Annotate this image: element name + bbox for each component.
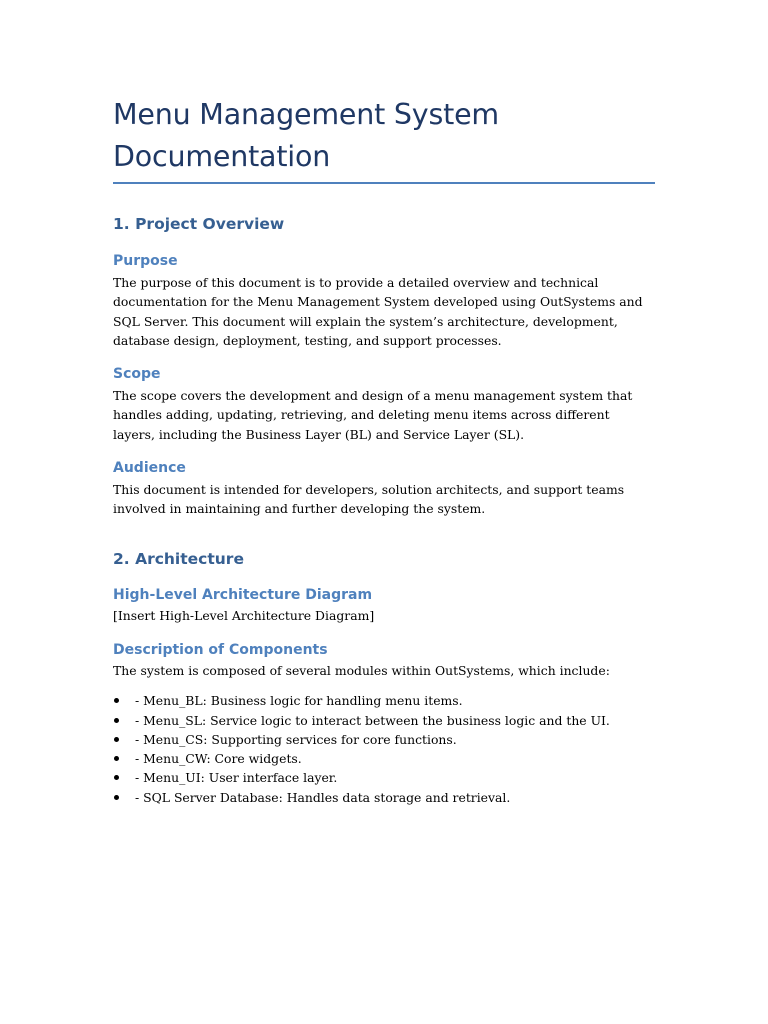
list-item-text: - Menu_CS: Supporting services for core functions. [135,731,457,747]
list-item [113,711,655,730]
list-item-text: - Menu_CW: Core widgets. [135,751,302,767]
bullet-icon [114,756,119,761]
subsection-heading-audience: Audience [113,460,186,477]
title-underline [113,182,655,184]
list-item [113,768,655,787]
document-page [113,94,655,807]
bullet-icon [114,737,119,742]
list-item-text: - Menu_SL: Service logic to interact between the business logic and the UI. [135,712,610,728]
list-item [113,730,655,749]
subsection-heading-components: Description of Components [113,641,328,658]
bullet-icon [114,795,119,800]
diagram-placeholder-text: [Insert High-Level Architecture Diagram] [113,607,375,623]
subsection-heading-architecture-diagram: High-Level Architecture Diagram [113,586,373,603]
purpose-paragraph: The purpose of this document is to provide a detailed overview and technical documentation for the Menu Management System developed using OutSystems and SQL Server. This document will explain the system’s architecture, development, database design, deployment, testing, and support processes. [113,275,643,348]
document-title: Menu Management System Documentation [113,98,499,173]
section-heading-architecture: 2. Architecture [113,549,244,568]
scope-paragraph: The scope covers the development and design of a menu management system that handles adding, updating, retrieving, and deleting menu items across different layers, including the Business Layer (BL) and Service Layer (SL). [113,388,633,442]
subsection-heading-scope: Scope [113,366,161,383]
bullet-icon [114,775,119,780]
bullet-icon [114,718,119,723]
section-heading-project-overview: 1. Project Overview [113,215,285,233]
list-item [113,788,655,807]
list-item-text: - SQL Server Database: Handles data storage and retrieval. [135,789,511,805]
audience-paragraph: This document is intended for developers, solution architects, and support teams involved in maintaining and further developing the system. [113,482,625,517]
subsection-heading-purpose: Purpose [113,253,178,269]
list-item-text: - Menu_UI: User interface layer. [135,770,338,786]
components-bullet-list [113,691,655,807]
bullet-icon [114,698,119,703]
list-item [113,691,655,710]
list-item [113,749,655,768]
components-intro-paragraph: The system is composed of several modules within OutSystems, which include: [113,662,610,678]
list-item-text: - Menu_BL: Business logic for handling menu items. [135,693,463,709]
